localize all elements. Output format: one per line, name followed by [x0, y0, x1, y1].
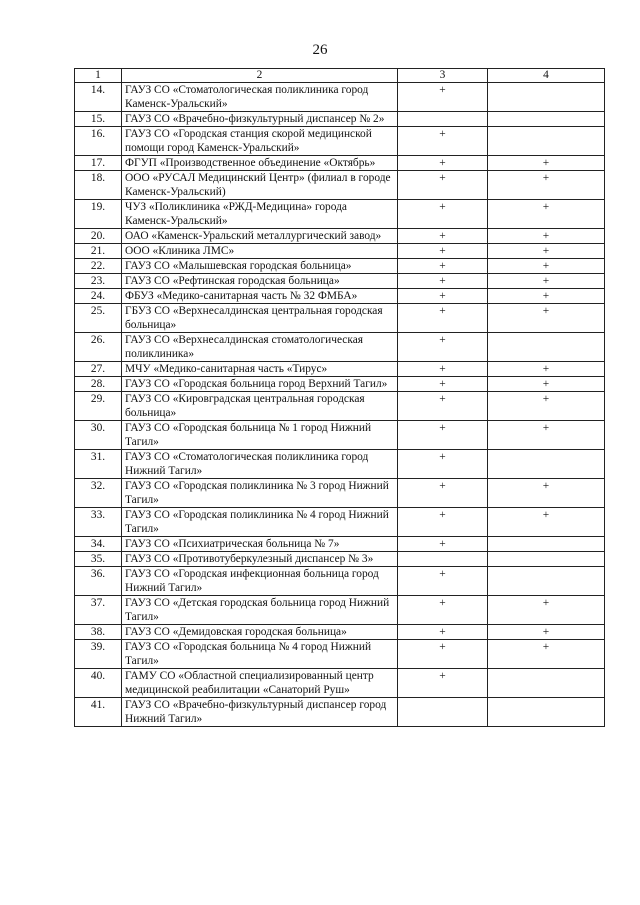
row-number-cell: 14.: [75, 83, 122, 112]
organization-name-cell: ГАУЗ СО «Городская больница № 1 город Нижний Тагил»: [122, 421, 398, 450]
row-number-cell: 36.: [75, 567, 122, 596]
organization-name-cell: ГАУЗ СО «Городская инфекционная больница город Нижний Тагил»: [122, 567, 398, 596]
row-number-cell: 21.: [75, 244, 122, 259]
table-row: [75, 304, 605, 333]
column-4-mark-cell: +: [488, 596, 605, 625]
row-number-cell: 25.: [75, 304, 122, 333]
column-3-mark-cell: +: [398, 669, 488, 698]
column-3-mark-cell: +: [398, 83, 488, 112]
organization-name-cell: ОАО «Каменск-Уральский металлургический завод»: [122, 229, 398, 244]
row-number-cell: 29.: [75, 392, 122, 421]
column-4-mark-cell: [488, 450, 605, 479]
header-cell-2: 2: [122, 69, 398, 83]
column-4-mark-cell: +: [488, 244, 605, 259]
organization-name-cell: ЧУЗ «Поликлиника «РЖД-Медицина» города Каменск-Уральский»: [122, 200, 398, 229]
table-row: [75, 625, 605, 640]
table-row: [75, 156, 605, 171]
column-3-mark-cell: +: [398, 537, 488, 552]
column-3-mark-cell: +: [398, 274, 488, 289]
row-number-cell: 30.: [75, 421, 122, 450]
column-4-mark-cell: +: [488, 274, 605, 289]
column-3-mark-cell: +: [398, 596, 488, 625]
organization-name-cell: ГАУЗ СО «Верхнесалдинская стоматологическая поликлиника»: [122, 333, 398, 362]
column-3-mark-cell: +: [398, 640, 488, 669]
table-row: [75, 377, 605, 392]
organization-name-cell: ГАУЗ СО «Городская поликлиника № 3 город Нижний Тагил»: [122, 479, 398, 508]
organization-name-cell: ГАУЗ СО «Городская станция скорой медицинской помощи город Каменск-Уральский»: [122, 127, 398, 156]
table-row: [75, 421, 605, 450]
organization-name-cell: ГАУЗ СО «Противотуберкулезный диспансер № 3»: [122, 552, 398, 567]
column-3-mark-cell: +: [398, 421, 488, 450]
column-4-mark-cell: +: [488, 171, 605, 200]
row-number-cell: 18.: [75, 171, 122, 200]
header-cell-3: 3: [398, 69, 488, 83]
table-row: [75, 508, 605, 537]
row-number-cell: 37.: [75, 596, 122, 625]
column-4-mark-cell: +: [488, 229, 605, 244]
column-4-mark-cell: [488, 112, 605, 127]
column-4-mark-cell: +: [488, 392, 605, 421]
table-row: [75, 333, 605, 362]
column-4-mark-cell: [488, 83, 605, 112]
organization-name-cell: МЧУ «Медико-санитарная часть «Тирус»: [122, 362, 398, 377]
table-row: [75, 640, 605, 669]
column-3-mark-cell: +: [398, 567, 488, 596]
table-row: [75, 479, 605, 508]
organization-name-cell: ГАУЗ СО «Кировградская центральная городская больница»: [122, 392, 398, 421]
column-4-mark-cell: [488, 537, 605, 552]
column-3-mark-cell: +: [398, 479, 488, 508]
column-3-mark-cell: +: [398, 229, 488, 244]
table-row: [75, 392, 605, 421]
organization-name-cell: ООО «Клиника ЛМС»: [122, 244, 398, 259]
table-row: [75, 112, 605, 127]
row-number-cell: 32.: [75, 479, 122, 508]
column-3-mark-cell: +: [398, 127, 488, 156]
column-4-mark-cell: +: [488, 640, 605, 669]
table-row: [75, 171, 605, 200]
organization-name-cell: ГАУЗ СО «Городская поликлиника № 4 город Нижний Тагил»: [122, 508, 398, 537]
table-row: [75, 596, 605, 625]
row-number-cell: 15.: [75, 112, 122, 127]
organization-name-cell: ГАУЗ СО «Городская больница город Верхний Тагил»: [122, 377, 398, 392]
column-4-mark-cell: +: [488, 156, 605, 171]
organization-name-cell: ГАУЗ СО «Стоматологическая поликлиника город Нижний Тагил»: [122, 450, 398, 479]
table-row: [75, 259, 605, 274]
column-3-mark-cell: +: [398, 156, 488, 171]
column-4-mark-cell: [488, 698, 605, 727]
organization-name-cell: ГАУЗ СО «Малышевская городская больница»: [122, 259, 398, 274]
column-4-mark-cell: +: [488, 289, 605, 304]
organization-name-cell: ГАУЗ СО «Демидовская городская больница»: [122, 625, 398, 640]
column-3-mark-cell: +: [398, 377, 488, 392]
column-3-mark-cell: +: [398, 171, 488, 200]
column-4-mark-cell: [488, 552, 605, 567]
column-3-mark-cell: +: [398, 333, 488, 362]
column-4-mark-cell: +: [488, 625, 605, 640]
page-number: 26: [312, 42, 328, 58]
table-row: [75, 289, 605, 304]
table-row: [75, 567, 605, 596]
column-3-mark-cell: +: [398, 200, 488, 229]
row-number-cell: 35.: [75, 552, 122, 567]
row-number-cell: 24.: [75, 289, 122, 304]
table-row: [75, 669, 605, 698]
row-number-cell: 41.: [75, 698, 122, 727]
row-number-cell: 23.: [75, 274, 122, 289]
row-number-cell: 34.: [75, 537, 122, 552]
table-row: [75, 244, 605, 259]
organization-name-cell: ГАМУ СО «Областной специализированный центр медицинской реабилитации «Санаторий Руш»: [122, 669, 398, 698]
organization-name-cell: ООО «РУСАЛ Медицинский Центр» (филиал в городе Каменск-Уральский): [122, 171, 398, 200]
organization-name-cell: ФГУП «Производственное объединение «Октябрь»: [122, 156, 398, 171]
column-4-mark-cell: +: [488, 479, 605, 508]
column-4-mark-cell: [488, 333, 605, 362]
row-number-cell: 40.: [75, 669, 122, 698]
organization-name-cell: ГАУЗ СО «Врачебно-физкультурный диспансер город Нижний Тагил»: [122, 698, 398, 727]
column-3-mark-cell: +: [398, 625, 488, 640]
row-number-cell: 31.: [75, 450, 122, 479]
row-number-cell: 39.: [75, 640, 122, 669]
column-3-mark-cell: +: [398, 362, 488, 377]
row-number-cell: 22.: [75, 259, 122, 274]
organization-name-cell: ГАУЗ СО «Рефтинская городская больница»: [122, 274, 398, 289]
row-number-cell: 28.: [75, 377, 122, 392]
column-3-mark-cell: [398, 112, 488, 127]
table-row: [75, 450, 605, 479]
column-4-mark-cell: +: [488, 362, 605, 377]
header-cell-4: 4: [488, 69, 605, 83]
column-3-mark-cell: +: [398, 259, 488, 274]
table-row: [75, 229, 605, 244]
table-row: [75, 537, 605, 552]
organization-name-cell: ГАУЗ СО «Детская городская больница город Нижний Тагил»: [122, 596, 398, 625]
column-4-mark-cell: +: [488, 421, 605, 450]
column-3-mark-cell: [398, 698, 488, 727]
column-3-mark-cell: +: [398, 289, 488, 304]
row-number-cell: 17.: [75, 156, 122, 171]
organizations-table: [74, 68, 605, 727]
row-number-cell: 27.: [75, 362, 122, 377]
column-3-mark-cell: [398, 552, 488, 567]
organization-name-cell: ГБУЗ СО «Верхнесалдинская центральная городская больница»: [122, 304, 398, 333]
organization-name-cell: ГАУЗ СО «Психиатрическая больница № 7»: [122, 537, 398, 552]
table-row: [75, 83, 605, 112]
column-3-mark-cell: +: [398, 392, 488, 421]
column-4-mark-cell: [488, 669, 605, 698]
row-number-cell: 33.: [75, 508, 122, 537]
column-3-mark-cell: +: [398, 244, 488, 259]
column-4-mark-cell: [488, 567, 605, 596]
row-number-cell: 16.: [75, 127, 122, 156]
table-row: [75, 200, 605, 229]
column-3-mark-cell: +: [398, 508, 488, 537]
organization-name-cell: ФБУЗ «Медико-санитарная часть № 32 ФМБА»: [122, 289, 398, 304]
column-3-mark-cell: +: [398, 450, 488, 479]
organization-name-cell: ГАУЗ СО «Стоматологическая поликлиника город Каменск-Уральский»: [122, 83, 398, 112]
organization-name-cell: ГАУЗ СО «Врачебно-физкультурный диспансер № 2»: [122, 112, 398, 127]
column-4-mark-cell: +: [488, 304, 605, 333]
organization-name-cell: ГАУЗ СО «Городская больница № 4 город Нижний Тагил»: [122, 640, 398, 669]
table-row: [75, 362, 605, 377]
column-4-mark-cell: +: [488, 377, 605, 392]
row-number-cell: 20.: [75, 229, 122, 244]
row-number-cell: 26.: [75, 333, 122, 362]
table-row: [75, 698, 605, 727]
column-4-mark-cell: +: [488, 508, 605, 537]
table-row: [75, 127, 605, 156]
table-header-row: [75, 69, 605, 83]
column-3-mark-cell: +: [398, 304, 488, 333]
row-number-cell: 19.: [75, 200, 122, 229]
table-row: [75, 552, 605, 567]
column-4-mark-cell: [488, 127, 605, 156]
row-number-cell: 38.: [75, 625, 122, 640]
header-cell-1: 1: [75, 69, 122, 83]
column-4-mark-cell: +: [488, 259, 605, 274]
column-4-mark-cell: +: [488, 200, 605, 229]
table-row: [75, 274, 605, 289]
